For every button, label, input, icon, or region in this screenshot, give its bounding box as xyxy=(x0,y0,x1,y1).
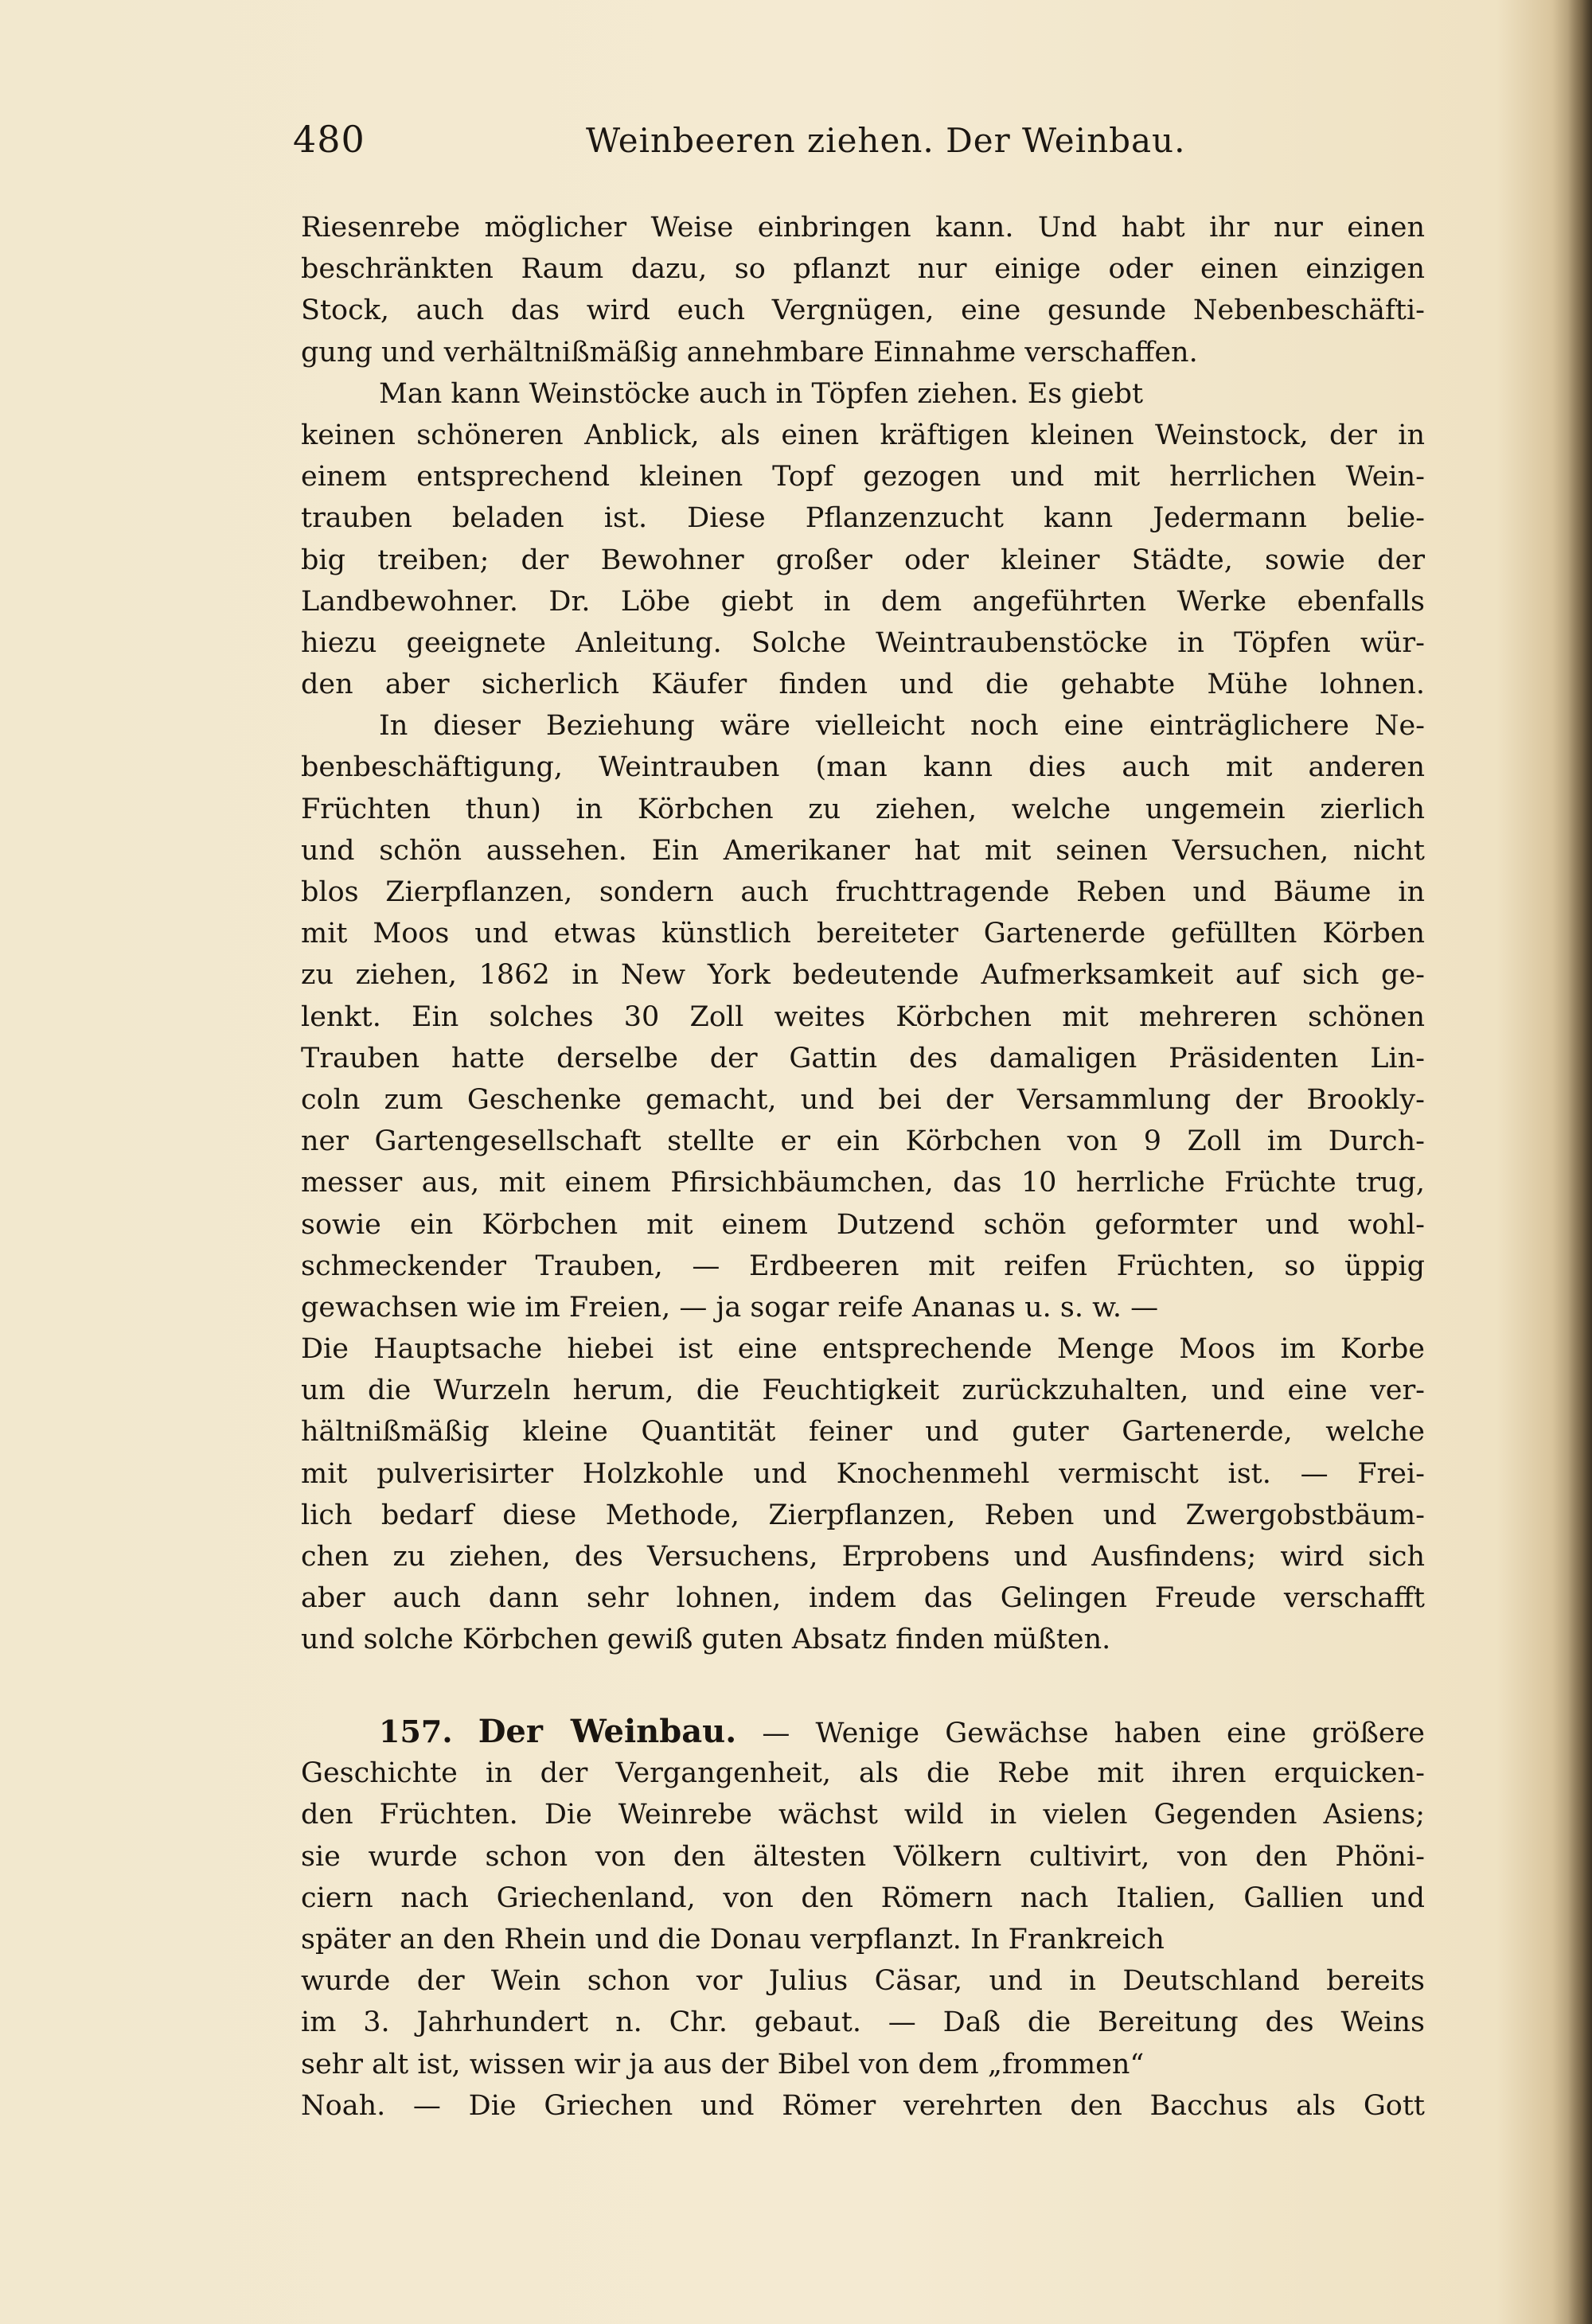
text-line: coln zum Geschenke gemacht, und bei der Versammlung der Brookly- xyxy=(301,1083,1425,1116)
text-line: hältnißmäßig kleine Quantität feiner und guter Gartenerde, welche xyxy=(301,1416,1425,1449)
text-line: und schön aussehen. Ein Amerikaner hat mit seinen Versuchen, nicht xyxy=(301,834,1425,867)
section-number: 157. xyxy=(379,1714,453,1749)
text-line: gewachsen wie im Freien, — ja sogar reife Ananas u. s. w. — xyxy=(301,1291,1159,1324)
text-line: lenkt. Ein solches 30 Zoll weites Körbchen mit mehreren schönen xyxy=(301,1000,1425,1033)
text-line: blos Zierpflanzen, sondern auch fruchttragende Reben und Bäume in xyxy=(301,876,1425,908)
text-line: ner Gartengesellschaft stellte er ein Körbchen von 9 Zoll im Durch- xyxy=(301,1125,1425,1158)
section-heading-line xyxy=(301,1711,1425,1753)
text-line: Die Hauptsache hiebei ist eine entsprechende Menge Moos im Korbe xyxy=(301,1333,1425,1366)
text-line: einem entsprechend kleinen Topf gezogen und mit herrlichen Wein- xyxy=(301,461,1425,493)
text-line: und solche Körbchen gewiß guten Absatz finden müßten. xyxy=(301,1624,1111,1656)
text-line: beschränkten Raum dazu, so pflanzt nur einige oder einen einzigen xyxy=(301,253,1425,286)
text-line: keinen schöneren Anblick, als einen kräftigen kleinen Weinstock, der in xyxy=(301,419,1425,451)
text-line: sehr alt ist, wissen wir ja aus der Bibel von dem „frommen“ xyxy=(301,2048,1145,2080)
text-line: Riesenrebe möglicher Weise einbringen kann. Und habt ihr nur einen xyxy=(301,212,1425,244)
text-line: mit pulverisirter Holzkohle und Knochenmehl vermischt ist. — Frei- xyxy=(301,1457,1425,1490)
text-line: benbeschäftigung, Weintrauben (man kann dies auch mit anderen xyxy=(301,751,1425,784)
page-number: 480 xyxy=(293,118,365,161)
text-line: sowie ein Körbchen mit einem Dutzend schön geformter und wohl- xyxy=(301,1208,1425,1241)
text-line: big treiben; der Bewohner großer oder kleiner Städte, sowie der xyxy=(301,544,1425,576)
text-line: messer aus, mit einem Pfirsichbäumchen, das 10 herrliche Früchte trug, xyxy=(301,1167,1425,1199)
text-line: zu ziehen, 1862 in New York bedeutende Aufmerksamkeit auf sich ge- xyxy=(301,959,1425,992)
text-line: chen zu ziehen, des Versuchens, Erprobens und Ausfindens; wird sich xyxy=(301,1541,1425,1573)
text-line: später an den Rhein und die Donau verpflanzt. In Frankreich xyxy=(301,1923,1165,1956)
text-line: ciern nach Griechenland, von den Römern nach Italien, Gallien und xyxy=(301,1881,1425,1914)
text-line: Geschichte in der Vergangenheit, als die Rebe mit ihren erquicken- xyxy=(301,1757,1425,1790)
text-line: Man kann Weinstöcke auch in Töpfen ziehen. Es giebt xyxy=(379,377,1144,410)
text-line: den aber sicherlich Käufer finden und die gehabte Mühe lohnen. xyxy=(301,669,1425,701)
text-line: mit Moos und etwas künstlich bereiteter Gartenerde gefüllten Körben xyxy=(301,918,1425,950)
page-header xyxy=(293,118,1423,166)
text-line: hiezu geeignete Anleitung. Solche Weintraubenstöcke in Töpfen wür- xyxy=(301,626,1425,659)
section-first-line: — Wenige Gewächse haben eine größere xyxy=(762,1718,1425,1749)
text-line: Trauben hatte derselbe der Gattin des damaligen Präsidenten Lin- xyxy=(301,1042,1425,1074)
text-line: In dieser Beziehung wäre vielleicht noch eine einträglichere Ne- xyxy=(379,710,1425,743)
text-line: aber auch dann sehr lohnen, indem das Gelingen Freude verschafft xyxy=(301,1582,1425,1615)
text-line: Landbewohner. Dr. Löbe giebt in dem angeführten Werke ebenfalls xyxy=(301,585,1425,618)
text-line: sie wurde schon von den ältesten Völkern cultivirt, von den Phöni- xyxy=(301,1840,1425,1873)
text-line: im 3. Jahrhundert n. Chr. gebaut. — Daß die Bereitung des Weins xyxy=(301,2006,1425,2039)
text-line: um die Wurzeln herum, die Feuchtigkeit zurückzuhalten, und eine ver- xyxy=(301,1375,1425,1407)
text-line: gung und verhältnißmäßig annehmbare Einnahme verschaffen. xyxy=(301,336,1198,368)
text-line: Früchten thun) in Körbchen zu ziehen, welche ungemein zierlich xyxy=(301,793,1425,825)
text-line: lich bedarf diese Methode, Zierpflanzen, Reben und Zwergobstbäum- xyxy=(301,1499,1425,1531)
text-line: wurde der Wein schon vor Julius Cäsar, und in Deutschland bereits xyxy=(301,1965,1425,1998)
running-title: Weinbeeren ziehen. Der Weinbau. xyxy=(586,121,1186,160)
page-edge-shadow xyxy=(1568,0,1592,2324)
text-line: den Früchten. Die Weinrebe wächst wild in vielen Gegenden Asiens; xyxy=(301,1799,1425,1831)
section-157 xyxy=(301,1711,1425,2127)
body-text xyxy=(301,207,1425,1661)
text-line: trauben beladen ist. Diese Pflanzenzucht kann Jedermann belie- xyxy=(301,502,1425,535)
text-line: Stock, auch das wird euch Vergnügen, eine gesunde Nebenbeschäfti- xyxy=(301,294,1425,327)
text-line: schmeckender Trauben, — Erdbeeren mit reifen Früchten, so üppig xyxy=(301,1250,1425,1282)
section-title: Der Weinbau. xyxy=(478,1713,737,1750)
text-line: Noah. — Die Griechen und Römer verehrten den Bacchus als Gott xyxy=(301,2089,1425,2122)
